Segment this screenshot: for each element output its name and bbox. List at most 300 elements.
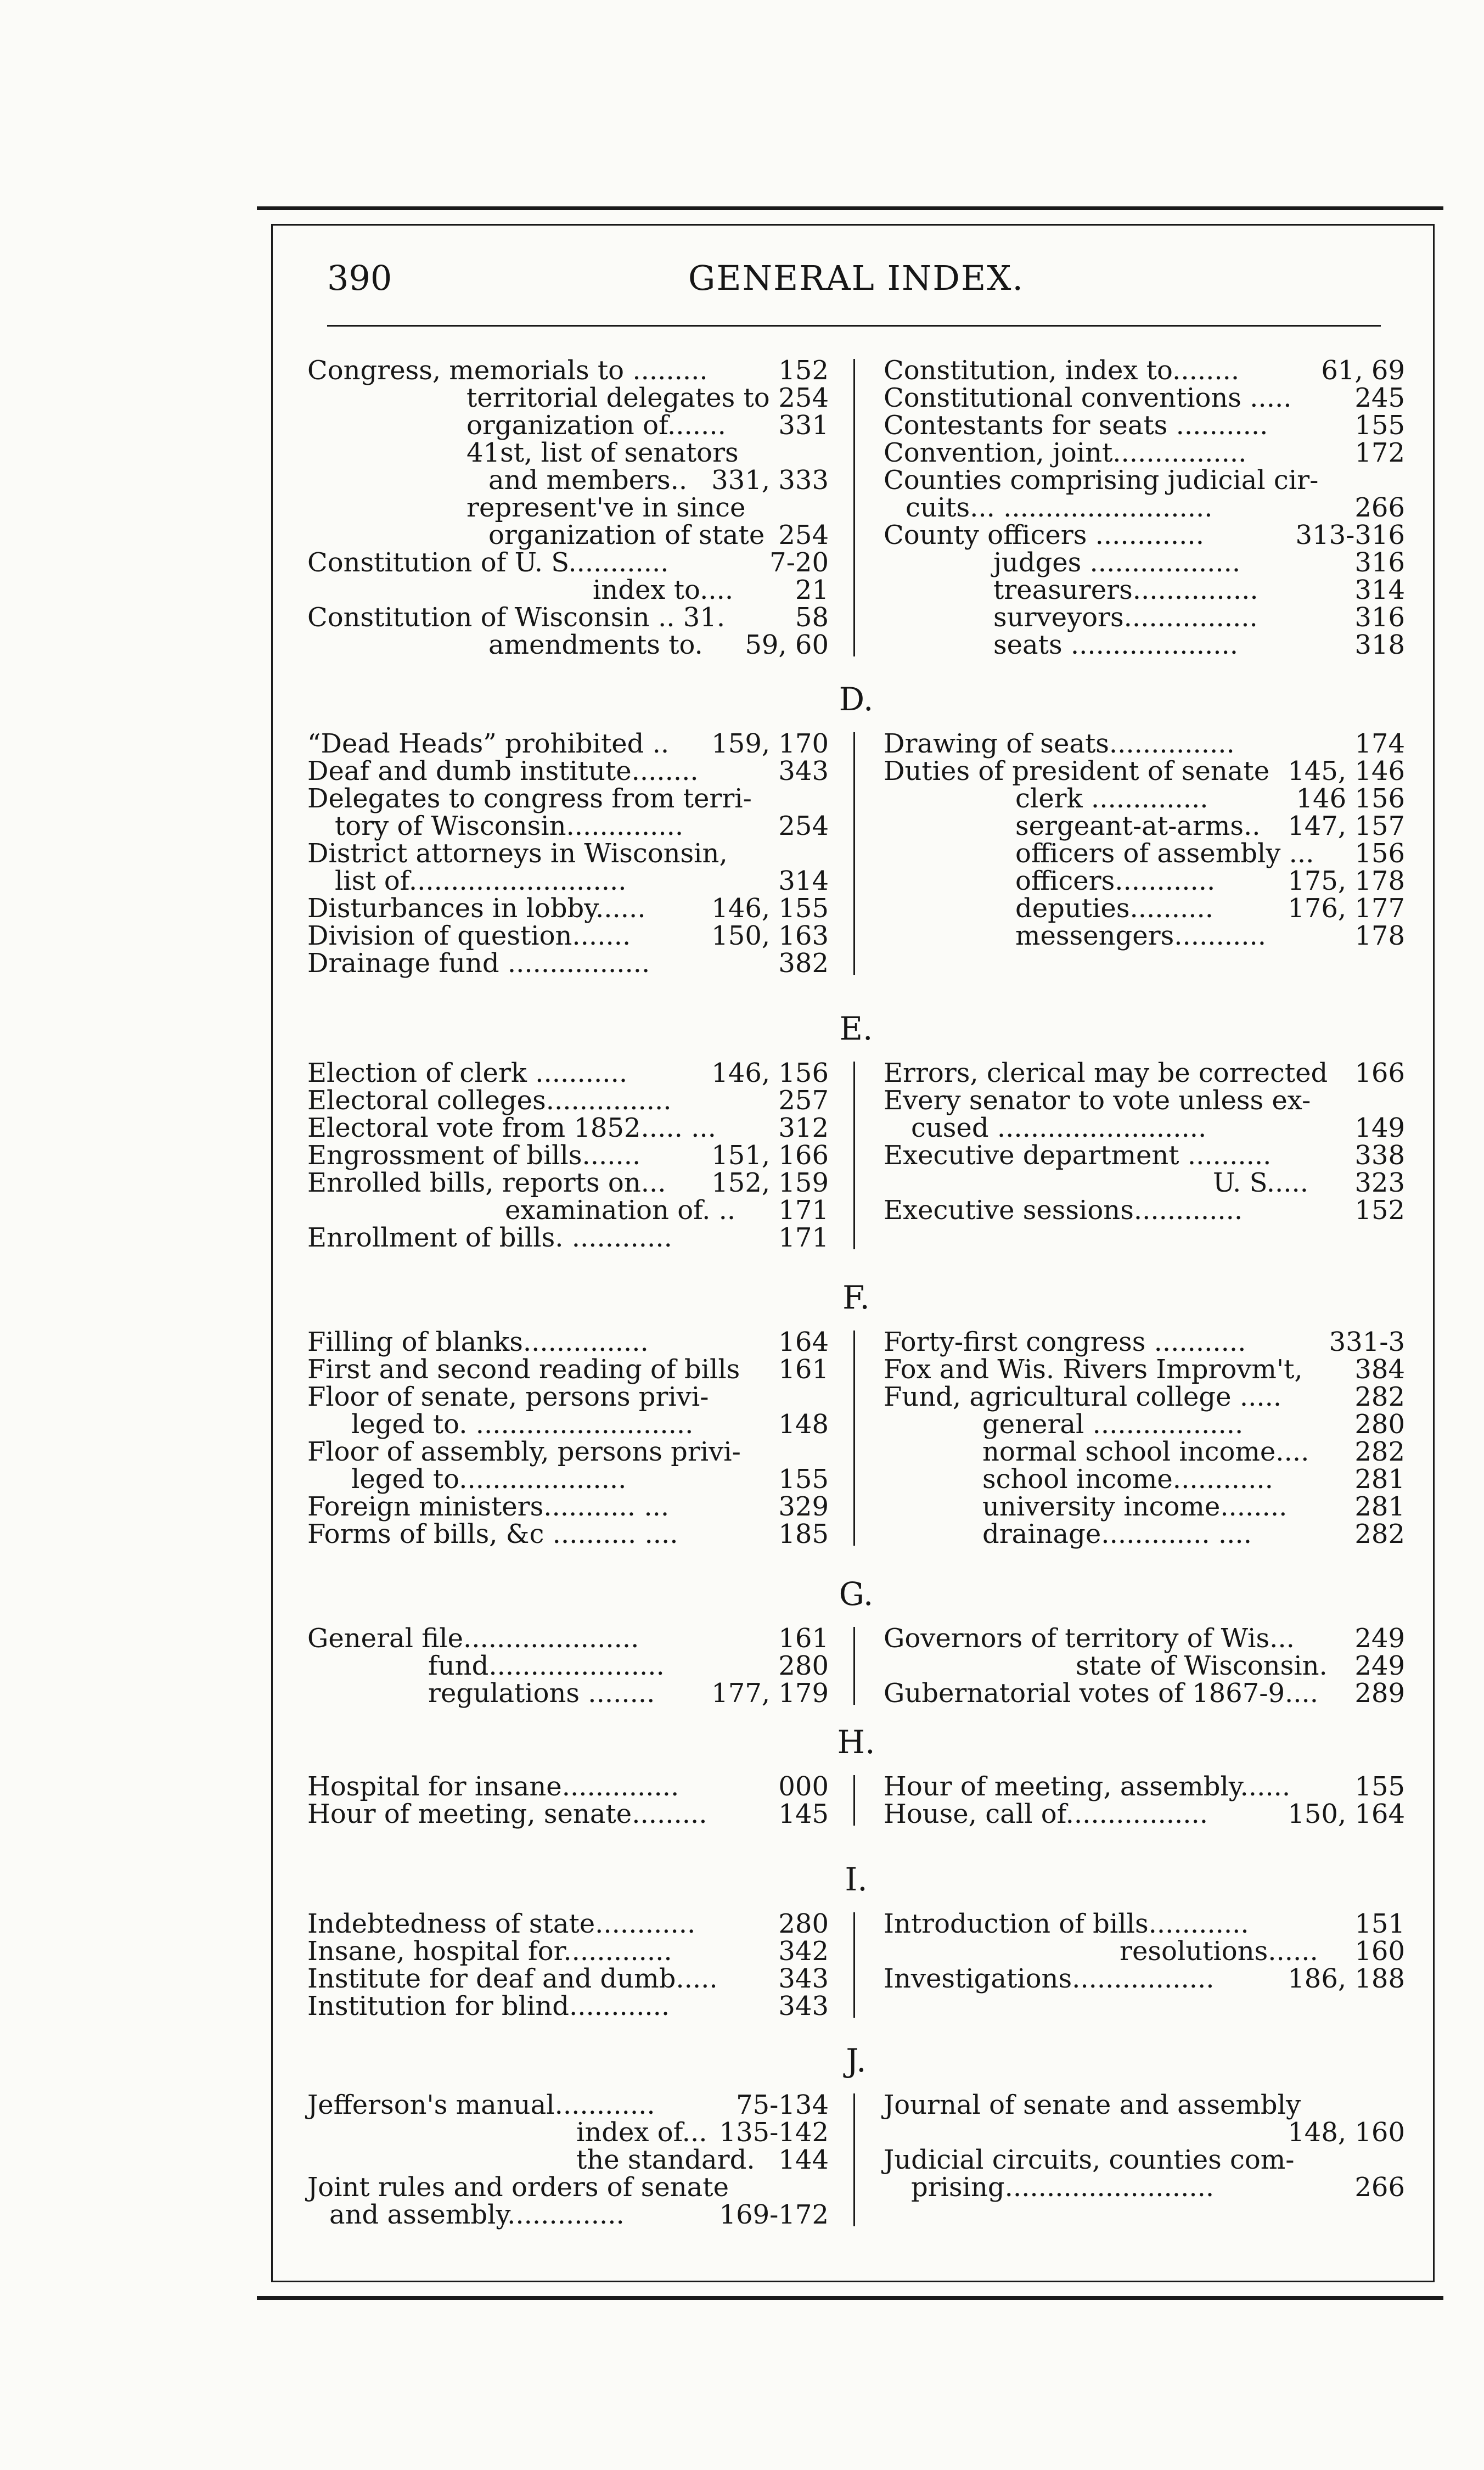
entry-page: 186, 188	[1288, 1963, 1405, 1994]
index-entry	[307, 1328, 829, 1356]
index-entry	[307, 412, 829, 439]
entry-page: 185	[778, 1519, 829, 1550]
entry-text: Fund, agricultural college .....	[884, 1382, 1282, 1412]
entry-text: District attorneys in Wisconsin,	[307, 838, 728, 869]
entry-page: 343	[778, 1991, 829, 2022]
entry-page: 245	[1354, 383, 1405, 413]
entry-page: 155	[1354, 1771, 1405, 1802]
entry-text: General file.....................	[307, 1623, 639, 1654]
entry-text: Constitution of U. S............	[307, 547, 669, 578]
page-title: GENERAL INDEX.	[688, 258, 1025, 298]
entry-text: university income........	[982, 1491, 1288, 1522]
entry-text: territorial delegates to	[466, 383, 770, 413]
index-entry	[307, 867, 829, 895]
index-entry	[884, 2091, 1405, 2119]
entry-page: 343	[778, 756, 829, 787]
index-entry	[884, 730, 1405, 757]
index-column-left	[307, 1910, 829, 2020]
index-entry	[307, 2091, 829, 2119]
index-column-right	[884, 357, 1405, 659]
index-entry	[307, 1992, 829, 2020]
entry-page: 21	[795, 575, 829, 605]
index-entry	[307, 439, 829, 467]
entry-text: examination of. ..	[505, 1195, 736, 1226]
index-column-left	[307, 1773, 829, 1828]
entry-text: tory of Wisconsin..............	[335, 811, 684, 841]
index-entry	[884, 1356, 1405, 1383]
entry-page: 161	[778, 1623, 829, 1654]
entry-text: Deaf and dumb institute........	[307, 756, 699, 787]
index-entry	[884, 757, 1405, 785]
index-entry	[307, 1059, 829, 1087]
index-column-right	[884, 1328, 1405, 1548]
entry-text: judges ..................	[993, 547, 1241, 578]
entry-page: 152	[778, 355, 829, 386]
index-entry	[307, 2119, 829, 2146]
index-entry	[884, 631, 1405, 659]
entry-page: 342	[778, 1936, 829, 1967]
entry-text: County officers .............	[884, 520, 1204, 551]
entry-page: 254	[778, 383, 829, 413]
index-column-left	[307, 730, 829, 977]
entry-text: Constitutional conventions .....	[884, 383, 1292, 413]
entry-text: the standard.	[576, 2145, 755, 2175]
index-entry	[884, 549, 1405, 576]
entry-text: Floor of senate, persons privi-	[307, 1382, 709, 1412]
entry-page: 149	[1354, 1113, 1405, 1143]
column-divider	[853, 2093, 855, 2226]
entry-page: 61, 69	[1321, 355, 1405, 386]
index-entry	[307, 1910, 829, 1938]
entry-page: 161	[778, 1354, 829, 1385]
index-entry	[307, 1383, 829, 1411]
entry-page: 314	[1354, 575, 1405, 605]
column-divider	[853, 1062, 855, 1249]
entry-text: House, call of.................	[884, 1799, 1208, 1829]
column-divider	[853, 732, 855, 975]
entry-page: 175, 178	[1288, 866, 1405, 896]
index-entry	[307, 2201, 829, 2228]
entry-page: 316	[1354, 602, 1405, 633]
entry-text: Every senator to vote unless ex-	[884, 1085, 1311, 1116]
entry-text: clerk ..............	[1015, 783, 1208, 814]
section-letter: F.	[842, 1279, 870, 1316]
index-entry	[884, 1438, 1405, 1466]
entry-page: 266	[1354, 492, 1405, 523]
column-divider	[853, 359, 855, 656]
index-entry	[307, 950, 829, 977]
index-entry	[307, 2146, 829, 2174]
entry-page: 144	[778, 2145, 829, 2175]
index-entry	[307, 576, 829, 604]
entry-page: 338	[1354, 1140, 1405, 1171]
index-entry	[884, 412, 1405, 439]
index-entry	[884, 1625, 1405, 1652]
entry-page: 176, 177	[1288, 893, 1405, 924]
index-entry	[884, 604, 1405, 631]
index-entry	[307, 730, 829, 757]
entry-text: Executive sessions.............	[884, 1195, 1243, 1226]
section-letter: I.	[845, 1861, 868, 1898]
entry-text: Foreign ministers........... ...	[307, 1491, 670, 1522]
index-entry	[884, 1059, 1405, 1087]
section-letter: E.	[839, 1010, 873, 1047]
entry-text: Enrolled bills, reports on...	[307, 1167, 666, 1198]
index-entry	[884, 2119, 1405, 2146]
entry-text: messengers...........	[1015, 920, 1267, 951]
entry-page: 178	[1354, 920, 1405, 951]
entry-page: 289	[1354, 1678, 1405, 1709]
entry-page: 254	[778, 520, 829, 551]
entry-page: 331, 333	[711, 465, 829, 496]
entry-text: Forms of bills, &c .......... ....	[307, 1519, 678, 1550]
entry-text: Division of question.......	[307, 920, 631, 951]
index-entry	[884, 1466, 1405, 1493]
entry-text: Gubernatorial votes of 1867-9....	[884, 1678, 1319, 1709]
entry-text: Filling of blanks...............	[307, 1327, 649, 1357]
entry-text: Errors, clerical may be corrected	[884, 1058, 1328, 1088]
index-entry	[884, 1680, 1405, 1707]
entry-text: Electoral colleges...............	[307, 1085, 672, 1116]
entry-text: 41st, list of senators	[466, 437, 739, 468]
entry-page: 282	[1354, 1436, 1405, 1467]
entry-text: Indebtedness of state............	[307, 1908, 696, 1939]
index-entry	[307, 357, 829, 384]
column-divider	[853, 1331, 855, 1546]
entry-text: Judicial circuits, counties com-	[884, 2145, 1295, 2175]
entry-text: Institute for deaf and dumb.....	[307, 1963, 718, 1994]
index-entry	[307, 1438, 829, 1466]
index-column-right	[884, 1059, 1405, 1224]
index-entry	[884, 1773, 1405, 1800]
index-entry	[884, 494, 1405, 521]
entry-page: 150, 164	[1288, 1799, 1405, 1829]
entry-text: sergeant-at-arms..	[1015, 811, 1261, 841]
index-entry	[307, 384, 829, 412]
entry-text: amendments to.	[488, 630, 703, 660]
index-entry	[884, 1411, 1405, 1438]
entry-page: 323	[1354, 1167, 1405, 1198]
index-column-right	[884, 2091, 1405, 2201]
index-column-right	[884, 1625, 1405, 1707]
entry-page: 146, 156	[711, 1058, 829, 1088]
entry-text: Delegates to congress from terri-	[307, 783, 752, 814]
entry-text: state of Wisconsin.	[1076, 1651, 1328, 1681]
entry-text: index to....	[593, 575, 734, 605]
index-entry	[307, 1773, 829, 1800]
entry-page: 316	[1354, 547, 1405, 578]
index-entry	[307, 757, 829, 785]
entry-text: Constitution of Wisconsin .. 31.	[307, 602, 726, 633]
index-entry	[307, 1087, 829, 1114]
entry-text: leged to. ..........................	[351, 1409, 694, 1440]
index-entry	[884, 840, 1405, 867]
entry-page: 313-316	[1295, 520, 1405, 551]
entry-page: 384	[1354, 1354, 1405, 1385]
entry-text: Contestants for seats ...........	[884, 410, 1268, 441]
index-column-left	[307, 1625, 829, 1707]
index-entry	[307, 1520, 829, 1548]
entry-text: Forty-first congress ...........	[884, 1327, 1246, 1357]
header-rule	[327, 325, 1381, 327]
index-entry	[884, 1800, 1405, 1828]
entry-text: Fox and Wis. Rivers Improvm't,	[884, 1354, 1303, 1385]
index-entry	[307, 549, 829, 576]
entry-page: 249	[1354, 1623, 1405, 1654]
entry-page: 282	[1354, 1382, 1405, 1412]
entry-page: 151	[1354, 1908, 1405, 1939]
entry-text: Drawing of seats...............	[884, 728, 1235, 759]
entry-text: Counties comprising judicial cir-	[884, 465, 1319, 496]
entry-text: leged to....................	[351, 1464, 627, 1495]
entry-text: cuits... .........................	[906, 492, 1213, 523]
entry-page: 59, 60	[745, 630, 829, 660]
entry-text: drainage............. ....	[982, 1519, 1252, 1550]
entry-text: Hour of meeting, assembly......	[884, 1771, 1291, 1802]
entry-page: 156	[1354, 838, 1405, 869]
index-entry	[884, 357, 1405, 384]
index-entry	[307, 1493, 829, 1520]
column-divider	[853, 1775, 855, 1826]
entry-text: organization of state	[488, 520, 765, 551]
entry-page: 312	[778, 1113, 829, 1143]
index-entry	[307, 1680, 829, 1707]
index-entry	[307, 1800, 829, 1828]
entry-text: Introduction of bills............	[884, 1908, 1249, 1939]
index-entry	[884, 785, 1405, 812]
entry-text: and assembly..............	[329, 2199, 625, 2230]
entry-text: fund.....................	[428, 1651, 665, 1681]
entry-page: 148, 160	[1288, 2117, 1405, 2148]
entry-page: 7-20	[769, 547, 829, 578]
entry-text: general ..................	[982, 1409, 1244, 1440]
index-entry	[884, 922, 1405, 950]
index-entry	[307, 1965, 829, 1992]
entry-page: 329	[778, 1491, 829, 1522]
section-letter: D.	[839, 681, 874, 718]
index-entry	[884, 384, 1405, 412]
entry-page: 155	[778, 1464, 829, 1495]
entry-page: 152, 159	[711, 1167, 829, 1198]
entry-text: Engrossment of bills.......	[307, 1140, 641, 1171]
section-letter: H.	[837, 1724, 875, 1761]
entry-text: school income............	[982, 1464, 1273, 1495]
entry-text: officers of assembly ...	[1015, 838, 1314, 869]
index-entry	[307, 785, 829, 812]
entry-page: 164	[778, 1327, 829, 1357]
index-entry	[307, 895, 829, 922]
entry-text: Journal of senate and assembly	[884, 2090, 1301, 2120]
index-entry	[307, 1224, 829, 1251]
entry-text: regulations ........	[428, 1678, 655, 1709]
index-entry	[884, 867, 1405, 895]
entry-page: 257	[778, 1085, 829, 1116]
index-entry	[884, 1197, 1405, 1224]
index-entry	[884, 1965, 1405, 1992]
index-entry	[884, 576, 1405, 604]
index-column-left	[307, 2091, 829, 2228]
entry-text: organization of.......	[466, 410, 726, 441]
index-entry	[884, 1652, 1405, 1680]
index-column-left	[307, 357, 829, 659]
entry-page: 343	[778, 1963, 829, 1994]
index-entry	[884, 1910, 1405, 1938]
entry-text: officers............	[1015, 866, 1216, 896]
entry-page: 147, 157	[1288, 811, 1405, 841]
entry-page: 169-172	[719, 2199, 829, 2230]
entry-text: treasurers...............	[993, 575, 1258, 605]
entry-page: 249	[1354, 1651, 1405, 1681]
entry-page: 171	[778, 1195, 829, 1226]
index-entry	[307, 1356, 829, 1383]
column-divider	[853, 1912, 855, 2018]
entry-page: 160	[1354, 1936, 1405, 1967]
index-entry	[307, 1169, 829, 1197]
section-letter: J.	[846, 2042, 867, 2079]
index-entry	[884, 467, 1405, 494]
entry-page: 146, 155	[711, 893, 829, 924]
entry-text: U. S.....	[1213, 1167, 1309, 1198]
index-entry	[884, 812, 1405, 840]
index-entry	[307, 494, 829, 521]
entry-page: 266	[1354, 2172, 1405, 2203]
entry-text: Hospital for insane..............	[307, 1771, 679, 1802]
index-entry	[884, 895, 1405, 922]
index-column-left	[307, 1059, 829, 1251]
index-entry	[884, 439, 1405, 467]
index-entry	[884, 1328, 1405, 1356]
section-letter: G.	[839, 1575, 874, 1613]
entry-text: normal school income....	[982, 1436, 1309, 1467]
entry-page: 280	[1354, 1409, 1405, 1440]
index-entry	[884, 1114, 1405, 1142]
index-entry	[884, 1142, 1405, 1169]
index-entry	[307, 1114, 829, 1142]
entry-text: Electoral vote from 1852..... ...	[307, 1113, 716, 1143]
entry-text: resolutions......	[1120, 1936, 1318, 1967]
entry-page: 331	[778, 410, 829, 441]
entry-text: Enrollment of bills. ............	[307, 1222, 672, 1253]
index-column-left	[307, 1328, 829, 1548]
entry-text: Drainage fund .................	[307, 948, 650, 979]
entry-text: Congress, memorials to .........	[307, 355, 708, 386]
entry-text: cused .........................	[911, 1113, 1207, 1143]
entry-text: Duties of president of senate	[884, 756, 1270, 787]
entry-page: 148	[778, 1409, 829, 1440]
entry-text: index of...	[576, 2117, 707, 2148]
entry-page: 254	[778, 811, 829, 841]
entry-page: 166	[1354, 1058, 1405, 1088]
entry-page: 174	[1354, 728, 1405, 759]
entry-text: deputies..........	[1015, 893, 1214, 924]
index-entry	[307, 1938, 829, 1965]
entry-page: 145	[778, 1799, 829, 1829]
entry-page: 159, 170	[711, 728, 829, 759]
entry-text: Jefferson's manual............	[307, 2090, 655, 2120]
index-entry	[884, 1087, 1405, 1114]
index-entry	[884, 2146, 1405, 2174]
index-column-right	[884, 1910, 1405, 1992]
entry-text: Constitution, index to........	[884, 355, 1240, 386]
entry-text: list of..........................	[335, 866, 627, 896]
entry-page: 281	[1354, 1464, 1405, 1495]
index-entry	[884, 2174, 1405, 2201]
entry-page: 151, 166	[711, 1140, 829, 1171]
entry-text: represent've in since	[466, 492, 746, 523]
entry-page: 314	[778, 866, 829, 896]
entry-text: Floor of assembly, persons privi-	[307, 1436, 741, 1467]
entry-text: First and second reading of bills	[307, 1354, 740, 1385]
entry-page: 331-3	[1329, 1327, 1405, 1357]
index-entry	[307, 840, 829, 867]
entry-text: Insane, hospital for.............	[307, 1936, 672, 1967]
index-entry	[307, 1197, 829, 1224]
index-column-right	[884, 730, 1405, 950]
entry-page: 172	[1354, 437, 1405, 468]
index-entry	[884, 1520, 1405, 1548]
index-entry	[307, 812, 829, 840]
index-entry	[884, 1169, 1405, 1197]
index-entry	[884, 1493, 1405, 1520]
index-entry	[884, 1938, 1405, 1965]
entry-text: surveyors................	[993, 602, 1258, 633]
entry-text: Disturbances in lobby......	[307, 893, 646, 924]
entry-page: 280	[778, 1651, 829, 1681]
index-entry	[307, 604, 829, 631]
index-column-right	[884, 1773, 1405, 1828]
entry-page: 75-134	[736, 2090, 829, 2120]
entry-text: Governors of territory of Wis...	[884, 1623, 1295, 1654]
entry-page: 152	[1354, 1195, 1405, 1226]
index-entry	[307, 922, 829, 950]
entry-text: Institution for blind............	[307, 1991, 670, 2022]
entry-text: and members..	[488, 465, 688, 496]
entry-page: 155	[1354, 410, 1405, 441]
index-entry	[307, 521, 829, 549]
entry-page: 382	[778, 948, 829, 979]
page-number: 390	[327, 258, 392, 298]
entry-page: 282	[1354, 1519, 1405, 1550]
entry-page: 171	[778, 1222, 829, 1253]
index-entry	[307, 467, 829, 494]
index-entry	[307, 1411, 829, 1438]
entry-text: prising.........................	[911, 2172, 1215, 2203]
entry-page: 150, 163	[711, 920, 829, 951]
entry-page: 318	[1354, 630, 1405, 660]
entry-text: Hour of meeting, senate.........	[307, 1799, 707, 1829]
index-entry	[307, 1652, 829, 1680]
entry-text: Executive department ..........	[884, 1140, 1272, 1171]
entry-page: 146 156	[1296, 783, 1405, 814]
entry-text: Joint rules and orders of senate	[307, 2172, 729, 2203]
entry-text: “Dead Heads” prohibited ..	[307, 728, 670, 759]
entry-page: 177, 179	[711, 1678, 829, 1709]
entry-text: Election of clerk ...........	[307, 1058, 628, 1088]
column-divider	[853, 1627, 855, 1705]
entry-page: 145, 146	[1288, 756, 1405, 787]
entry-page: 58	[795, 602, 829, 633]
index-entry	[884, 521, 1405, 549]
index-entry	[307, 1466, 829, 1493]
entry-page: 135-142	[719, 2117, 829, 2148]
entry-text: Convention, joint................	[884, 437, 1247, 468]
index-entry	[307, 1142, 829, 1169]
entry-page: 000	[778, 1771, 829, 1802]
entry-text: Investigations.................	[884, 1963, 1215, 1994]
entry-text: seats ....................	[993, 630, 1238, 660]
index-entry	[884, 1383, 1405, 1411]
entry-page: 281	[1354, 1491, 1405, 1522]
